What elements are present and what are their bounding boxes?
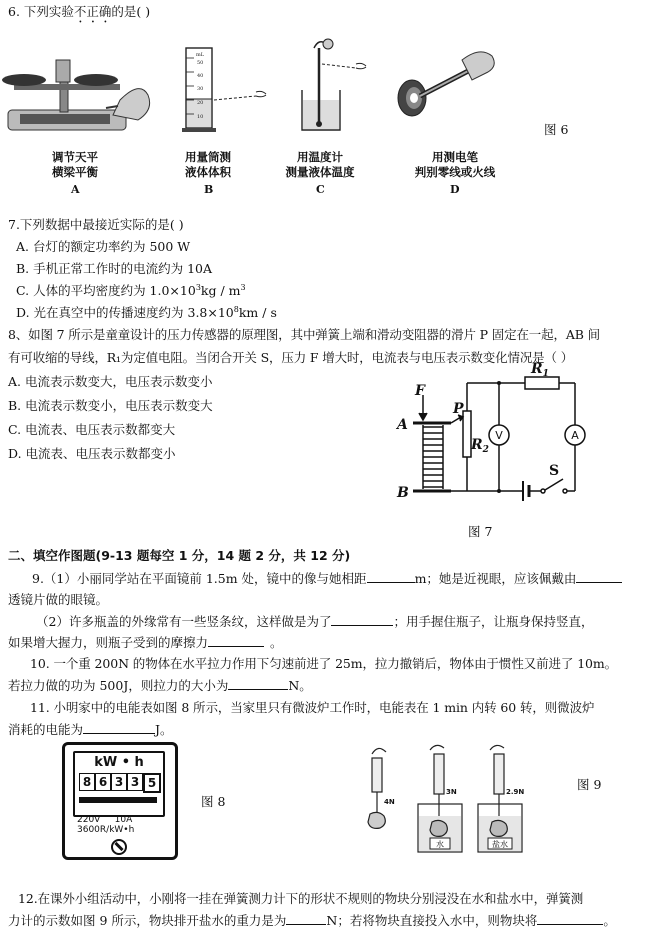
cylinder-ml-label: mL: [196, 52, 205, 58]
q11-line2: 消耗的电能为 J。: [8, 722, 173, 737]
q11-line1: 11. 小明家中的电能表如图 8 所示，当家里只有微波炉工作时，电能表在 1 min 内转 60 转，则微波炉: [30, 700, 595, 715]
meter-window: [73, 751, 165, 817]
q9-blank-2[interactable]: [576, 570, 622, 583]
meter-spec-2: 3600R/kW•h: [77, 825, 135, 835]
q7-option-b: B. 手机正常工作时的电流约为 10A: [16, 261, 213, 276]
svg-text:50: 50: [197, 60, 204, 66]
q6-suffix: 的是( ): [111, 4, 151, 19]
q12-line2: 力计的示数如图 9 所示，物块排开盐水的重力是为 N；若将物块直接投入水中，则物块将 。: [8, 913, 616, 928]
caption-b: 用量筒测 液体体积: [185, 150, 231, 179]
figure-8-label: 图 8: [201, 794, 226, 809]
caption-a: 调节天平 横梁平衡: [52, 150, 98, 179]
svg-text:4N: 4N: [384, 798, 395, 806]
svg-text:30: 30: [197, 86, 204, 92]
q9-line4: 如果增大握力，则瓶子受到的摩擦力 。: [8, 635, 283, 650]
svg-text:F: F: [415, 383, 425, 399]
q10-line1: 10. 一个重 200N 的物体在水平拉力作用下匀速前进了 25m，拉力撤销后，物体由于惯性又前进了 10m。: [30, 656, 618, 671]
svg-text:A: A: [571, 429, 579, 442]
svg-text:S: S: [549, 463, 560, 479]
svg-text:20: 20: [197, 100, 204, 106]
q8-line1: 8、如图 7 所示是童童设计的压力传感器的原理图，其中弹簧上端和滑动变阻器的滑片 P 固定在一起，AB 间: [8, 327, 600, 342]
q12-blank-1[interactable]: [286, 912, 326, 925]
meter-unit: kW • h: [94, 755, 144, 770]
q7-option-c: C. 人体的平均密度约为 $1.0\times 10^3kg / m^3$: [16, 282, 246, 298]
meter-disk: [79, 797, 157, 803]
q8-option-b: B. 电流表示数变小，电压表示数变大: [8, 398, 213, 413]
meter-digits: 8 6 3 3 5: [79, 773, 161, 793]
q9-line2: 透镜片做的眼镜。: [8, 592, 109, 607]
q7-option-d: D. 光在真空中的传播速度约为 $3.8\times 10^8km / s$: [16, 304, 277, 320]
svg-text:A: A: [397, 417, 408, 433]
q12-line1: 12.在课外小组活动中，小刚将一挂在弹簧测力计下的形状不规则的物块分别浸没在水和盐水中，弹簧测: [18, 891, 584, 906]
q9-line3: （2）许多瓶盖的外缘常有一些竖条纹，这样做是为了 ；用手握住瓶子，让瓶身保持竖直，: [36, 614, 594, 629]
figure-7-label: 图 7: [468, 524, 493, 539]
svg-text:V: V: [495, 429, 503, 442]
q6-prefix: 6. 下列实验: [8, 4, 74, 19]
q7-stem: 7.下列数据中最接近实际的是( ): [8, 217, 184, 232]
circuit-diagram: [395, 361, 605, 505]
svg-text:3N: 3N: [446, 788, 457, 796]
caption-c: 用温度计 测量液体温度: [285, 150, 355, 179]
q9-blank-3[interactable]: [331, 613, 393, 626]
q7-option-a: A. 台灯的额定功率约为 500 W: [16, 239, 191, 254]
figure-6-label: 图 6: [544, 122, 569, 137]
q8-line2: 有可收缩的导线，R₁为定值电阻。当闭合开关 S，压力 F 增大时，电流表与电压表示数变化情况是（ ）: [8, 350, 574, 365]
svg-text:2.9N: 2.9N: [506, 788, 525, 796]
letter-d: D: [450, 183, 460, 196]
q6-stem: [8, 2, 150, 26]
q8-option-c: C. 电流表、电压表示数都变大: [8, 422, 176, 437]
q10-blank[interactable]: [228, 677, 288, 690]
electric-meter: [62, 742, 178, 860]
svg-text:水: 水: [436, 840, 444, 849]
meter-spec-1: 220V 10A: [77, 815, 133, 825]
caption-d: 用测电笔 判别零线或火线: [414, 150, 496, 179]
q6-emphasis: 不正确: [73, 4, 112, 19]
spring-scales-illustration: [350, 742, 550, 862]
section-2-title: 二、填空作图题(9-13 题每空 1 分，14 题 2 分，共 12 分): [8, 548, 351, 563]
q8-option-d: D. 电流表、电压表示数都变小: [8, 446, 176, 461]
thermometer-beaker-illustration: [294, 38, 384, 138]
svg-text:R2: $R_2$: [471, 437, 489, 455]
q9-blank-1[interactable]: [367, 570, 415, 583]
svg-text:R1: $R_1$: [531, 361, 549, 379]
svg-text:B: B: [397, 485, 409, 501]
letter-a: A: [71, 183, 80, 196]
test-pen-illustration: [392, 40, 502, 130]
meter-screw-icon: [111, 839, 127, 855]
q8-option-a: A. 电流表示数变大，电压表示数变小: [8, 374, 213, 389]
balance-illustration: [0, 40, 160, 140]
graduated-cylinder-illustration: [180, 44, 270, 134]
q12-blank-2[interactable]: [537, 912, 603, 925]
q11-blank[interactable]: [83, 721, 155, 734]
q9-line1: 9.（1）小丽同学站在平面镜前 1.5m 处，镜中的像与她相距 m；她是近视眼，应该佩戴由: [32, 569, 622, 587]
letter-b: B: [204, 183, 214, 196]
svg-text:40: 40: [197, 73, 204, 79]
letter-c: C: [316, 183, 325, 196]
svg-text:盐水: 盐水: [492, 840, 508, 849]
q10-line2: 若拉力做的功为 500J，则拉力的大小为 N。: [8, 678, 312, 693]
q9-blank-4[interactable]: [208, 634, 264, 647]
figure-9-label: 图 9: [577, 777, 602, 792]
svg-text:10: 10: [197, 114, 204, 120]
svg-text:P: P: [453, 401, 464, 417]
